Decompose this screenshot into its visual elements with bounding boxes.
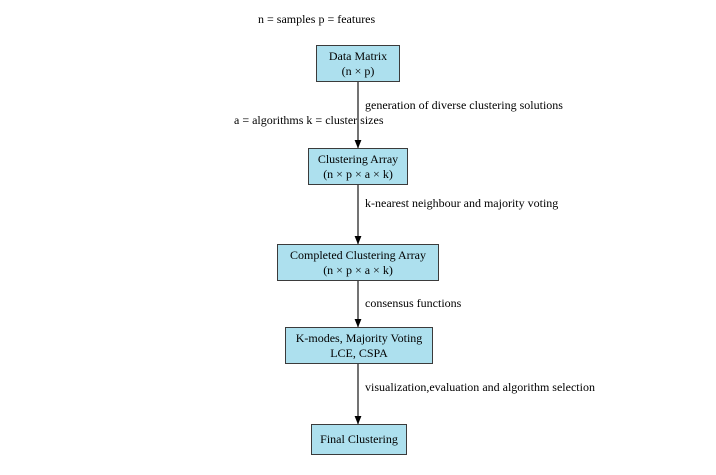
edge-label-visualization-line-1: visualization,evaluation	[365, 380, 480, 394]
legend-middle	[234, 113, 384, 128]
node-consensus-methods[interactable]	[285, 327, 433, 364]
edge-label-generation	[365, 98, 563, 113]
node-final-clustering-line-1: Final Clustering	[320, 432, 398, 446]
node-completed-clustering-array-line-1: Completed Clustering Array	[290, 247, 426, 262]
edge-label-visualization	[365, 380, 595, 395]
legend-top-line-1: n = samples	[258, 12, 316, 26]
node-clustering-array-line-2: (n × p × a × k)	[323, 166, 393, 181]
edge-label-knn-line-2: and majority voting	[463, 196, 559, 210]
edge-label-visualization-line-2: and algorithm selection	[482, 380, 595, 394]
node-completed-clustering-array[interactable]	[277, 244, 439, 281]
node-data-matrix-line-1: Data Matrix	[328, 48, 388, 63]
node-clustering-array-line-1: Clustering Array	[317, 151, 399, 166]
edge-label-knn-line-1: k-nearest neighbour	[365, 196, 461, 210]
node-clustering-array[interactable]	[308, 148, 408, 185]
edge-label-generation-line-2: clustering solutions	[469, 98, 563, 112]
edge-label-knn	[365, 196, 558, 211]
edge-label-generation-line-1: generation of diverse	[365, 98, 467, 112]
legend-middle-line-1: a = algorithms	[234, 113, 304, 127]
edge-label-consensus-functions-line-1: consensus functions	[365, 296, 462, 310]
node-data-matrix-line-2: (n × p)	[341, 63, 375, 78]
node-final-clustering[interactable]	[311, 424, 407, 455]
node-consensus-methods-line-2: LCE, CSPA	[330, 345, 388, 360]
legend-top-line-2: p = features	[318, 12, 376, 26]
legend-middle-line-2: k = cluster sizes	[306, 113, 384, 127]
node-consensus-methods-line-1: K-modes, Majority Voting	[295, 330, 423, 345]
edge-label-consensus-functions	[365, 296, 461, 311]
node-data-matrix[interactable]	[316, 45, 400, 82]
node-completed-clustering-array-line-2: (n × p × a × k)	[323, 262, 393, 277]
legend-top	[258, 12, 375, 27]
